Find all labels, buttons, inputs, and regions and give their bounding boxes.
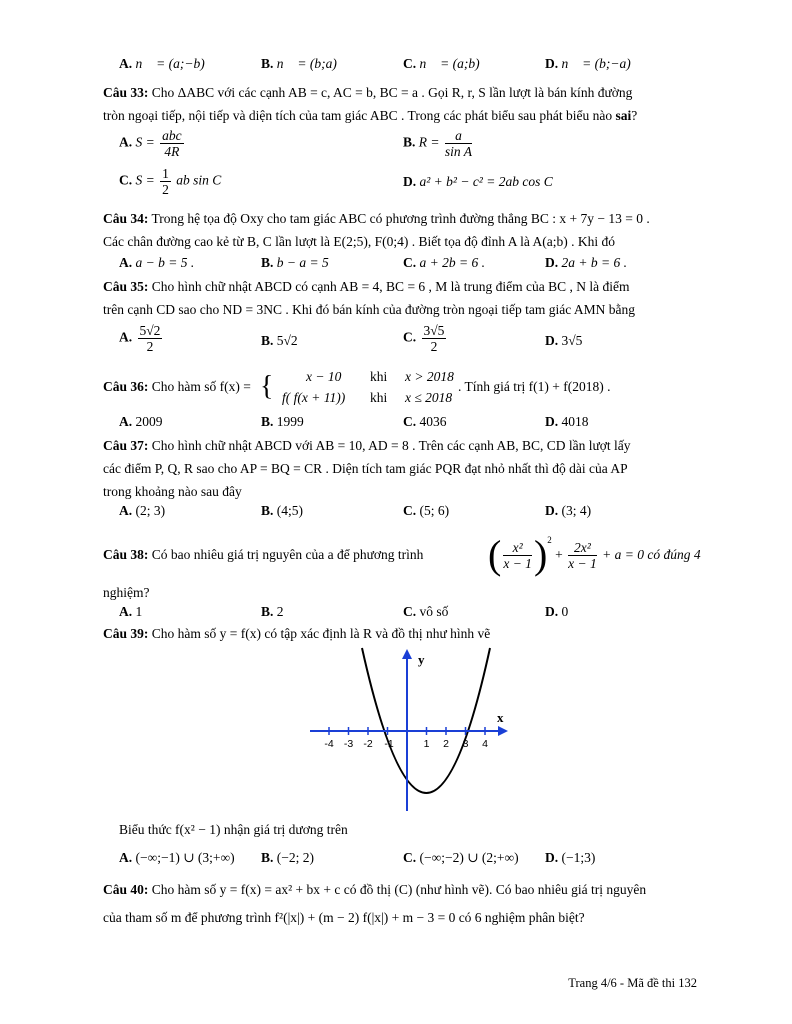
fraction: $\frac{\text{abc}}{4R}$ <box>162 128 182 159</box>
q35-options <box>0 323 792 363</box>
q36-option-d: D. 4018 <box>545 414 589 429</box>
q33-option-a: A. S = $\frac{\text{abc}}{4R}$ <box>119 128 182 159</box>
q39-stem: Câu 39: Cho hàm số y = f(x) có tập xác định là R và đồ thị như hình vẽ <box>103 626 491 641</box>
q36-case1-cond: x > 2018 <box>405 369 454 384</box>
q35-option-c: C. $\frac{3√5}{2}$ <box>403 323 445 354</box>
q35-option-d: D. 3√5 <box>545 333 583 348</box>
q38-option-b: B. 2 <box>261 604 284 619</box>
y-axis-label: y <box>418 652 425 667</box>
q36-post: . Tính giá trị f(1) + f(2018) . <box>458 379 611 394</box>
q34-option-c: C. a + 2b = 6 . <box>403 255 485 270</box>
q36-case2-expr: f( f(x + 11)) <box>282 390 346 405</box>
parabola-curve <box>362 648 490 793</box>
fraction: $\frac{1}{2}$ <box>162 166 169 197</box>
q37-option-d: D. (3; 4) <box>545 503 592 518</box>
q39-option-d: D. (−1;3) <box>545 850 596 865</box>
q37-option-c: C. (5; 6) <box>403 503 450 518</box>
x-tick-label: 3 <box>462 738 469 750</box>
q38-option-c: C. vô số <box>403 604 449 619</box>
fraction: $\frac{3√5}{2}$ <box>423 323 445 354</box>
q35-option-b: B. 5√2 <box>261 333 298 348</box>
q32-option-c: C. n⃗ = (a;b) <box>403 56 480 71</box>
q39-options <box>0 850 792 870</box>
q32-option-b: B. n⃗ = (b;a) <box>261 56 337 71</box>
q34-option-d: D. 2a + b = 6 . <box>545 255 627 270</box>
q36-case2-word: khi <box>370 390 388 405</box>
q38-equation: ( $\frac{\text{x²}}{x - 1}$ )$^2$ + $\frac{\text{2x²}}{x - 1}$ + a = 0 có đúng 4 <box>488 532 701 577</box>
q33-option-c: C. S = $\frac{1}{2}$ ab sin C <box>119 166 222 197</box>
q39-option-a: A. (−∞;−1) ∪ (3;+∞) <box>119 850 235 865</box>
q33-options-row1 <box>0 128 792 164</box>
q36-case1-word: khi <box>370 369 388 384</box>
x-tick-label: 2 <box>443 738 449 750</box>
x-tick-label: 4 <box>482 738 488 750</box>
fraction: $\frac{\text{x²}}{x - 1}$ <box>503 539 532 571</box>
x-tick-label: -1 <box>384 738 394 750</box>
fraction: $\frac{a}{\text{sin A}}$ <box>444 128 473 159</box>
q38-stem: Câu 38: Có bao nhiêu giá trị nguyên của a để phương trình <box>103 547 424 562</box>
q38-option-a: A. 1 <box>119 604 143 619</box>
x-tick-label: -4 <box>324 738 334 750</box>
q33-option-b: B. R = $\frac{a}{\text{sin A}}$ <box>403 128 473 159</box>
q33-option-d: D. a² + b² − c² = 2ab cos C <box>403 174 553 189</box>
page-footer: Trang 4/6 - Mã đề thi 132 <box>568 976 697 990</box>
x-tick-label: -2 <box>363 738 373 750</box>
q34-options <box>0 255 792 275</box>
q37-options <box>0 503 792 523</box>
q32-options <box>0 56 792 76</box>
q38-option-d: D. 0 <box>545 604 569 619</box>
q37-option-b: B. (4;5) <box>261 503 304 518</box>
q34-option-b: B. b − a = 5 <box>261 255 329 270</box>
q38-options <box>0 604 792 624</box>
q36-case1-expr: x − 10 <box>306 369 342 384</box>
q35-option-a: A. $\frac{5√2}{2}$ <box>119 323 161 354</box>
q39-option-b: B. (−2; 2) <box>261 850 314 865</box>
q34-option-a: A. a − b = 5 . <box>119 255 195 270</box>
x-tick-label: 1 <box>423 738 430 750</box>
fraction: $\frac{5√2}{2}$ <box>139 323 161 354</box>
q39-option-c: C. (−∞;−2) ∪ (2;+∞) <box>403 850 519 865</box>
q37-stem: Câu 37: Cho hình chữ nhật ABCD với AB = 10, AD = 8 . Trên các cạnh AB, BC, CD lần lượt lấy các điểm P, Q, R sao cho AP = BQ = CR . Diện tích tam giác PQR đạt nhỏ nhất thì độ dài của AP trong khoảng nào sau đây <box>103 438 631 499</box>
q40-stem: Câu 40: Cho hàm số y = f(x) = ax² + bx + c có đồ thị (C) (như hình vẽ). Có bao nhiêu giá trị nguyên của tham số m để phương trình f²(|x|) + (m − 2) f(|x|) + m − 3 = 0 có 6 nghiệm phân biệt? <box>103 882 647 925</box>
fraction: $\frac{\text{2x²}}{x - 1}$ <box>568 539 597 571</box>
q32-option-d: D. n⃗ = (b;−a) <box>545 56 631 71</box>
q35-stem: Câu 35: Cho hình chữ nhật ABCD có cạnh AB = 4, BC = 6 , M là trung điểm của BC , N là điểm trên cạnh CD sao cho ND = 3NC . Khi đó bán kính của đường tròn ngoại tiếp tam giác AMN bằng <box>103 279 635 317</box>
q38-stem-line2: nghiệm? <box>103 585 150 600</box>
y-axis-arrow-icon <box>402 649 412 659</box>
q36-option-b: B. 1999 <box>261 414 304 429</box>
q36-stem: Câu 36: Cho hàm số f(x) = <box>103 379 251 394</box>
q36-options <box>0 414 792 434</box>
x-tick-label: -3 <box>343 738 354 750</box>
q33-options-row2 <box>0 166 792 202</box>
q33-stem: Câu 33: Cho ΔABC với các cạnh AB = c, AC = b, BC = a . Gọi R, r, S lần lượt là bán kính đường tròn ngoại tiếp, nội tiếp và diện tích của tam giác ABC . Trong các phát biểu sau phát biểu nào sai? <box>103 85 638 123</box>
q36-case2-cond: x ≤ 2018 <box>405 390 453 405</box>
x-axis-arrow-icon <box>498 726 508 736</box>
q36-option-a: A. 2009 <box>119 414 163 429</box>
q32-option-a: A. n⃗ = (a;−b) <box>119 56 205 71</box>
q37-option-a: A. (2; 3) <box>119 503 166 518</box>
q39-graph <box>300 646 520 816</box>
x-axis-label: x <box>497 710 504 725</box>
q39-expression-line: Biểu thức f(x² − 1) nhận giá trị dương trên <box>119 822 348 837</box>
q36-brace: { <box>260 371 274 402</box>
q36-option-c: C. 4036 <box>403 414 447 429</box>
q34-stem: Câu 34: Trong hệ tọa độ Oxy cho tam giác ABC có phương trình đường thẳng BC : x + 7y − 13 = 0 . Các chân đường cao kẻ từ B, C lần lượt là E(2;5), F(0;4) . Biết tọa độ đỉnh A là A(a;b) . Khi đó <box>103 211 650 249</box>
